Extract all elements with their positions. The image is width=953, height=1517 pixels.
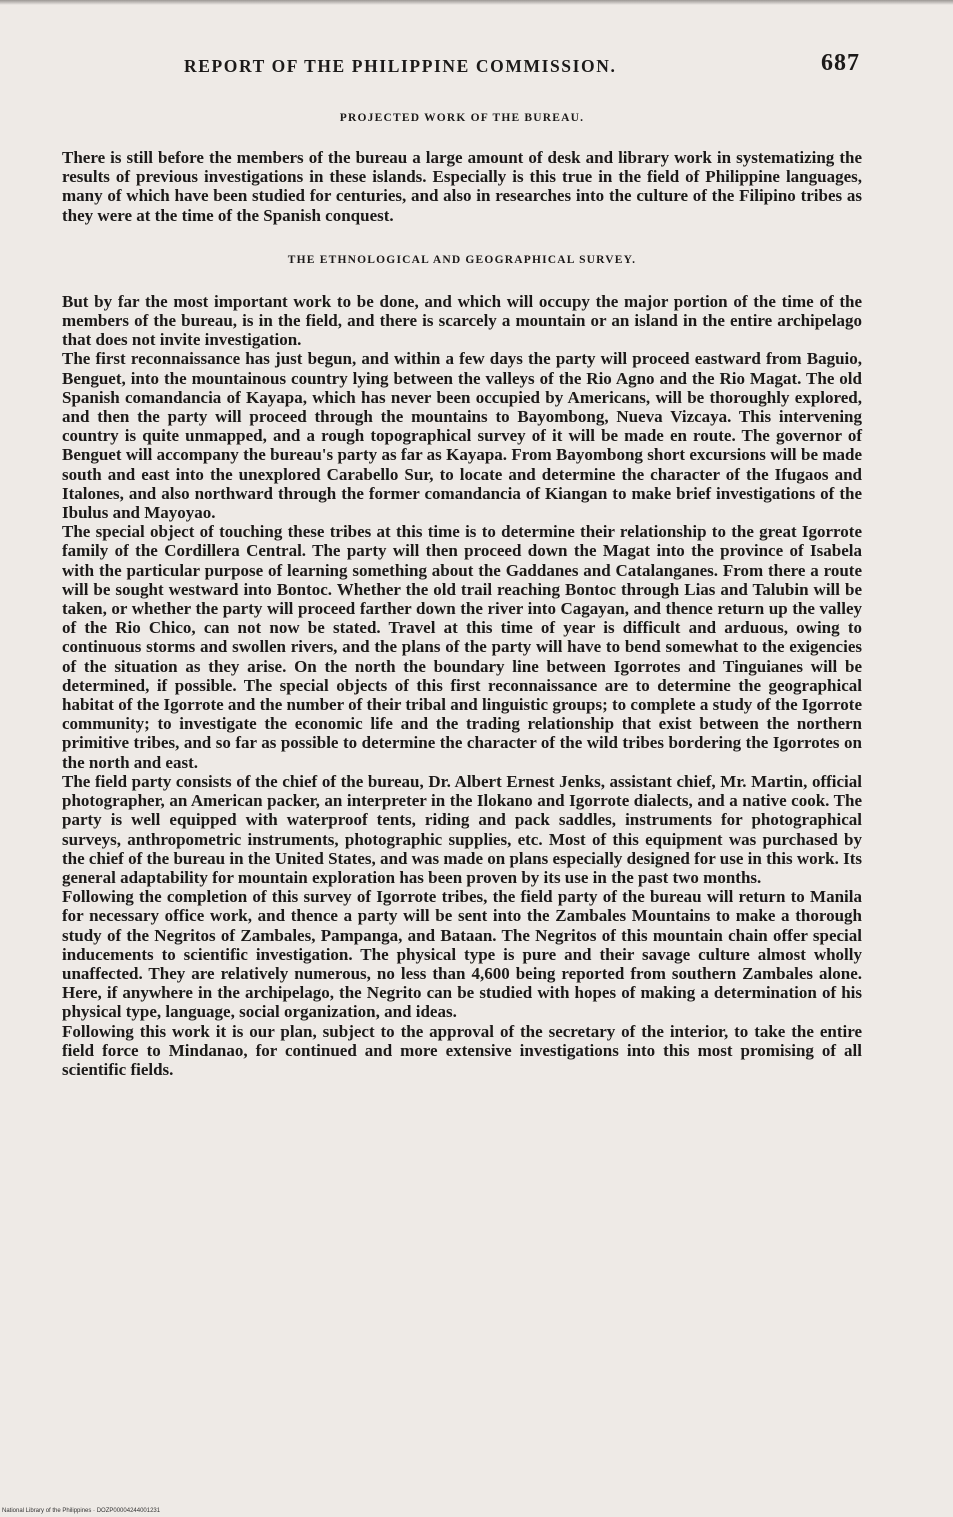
paragraph: Following this work it is our plan, subject to the approval of the secretary of the interior, to take the entire field force to Mindanao, for continued and more extensive investigations into this most promising of all scientific fields.: [62, 1021, 862, 1079]
document-page: [62, 50, 862, 1079]
paragraph: There is still before the members of the bureau a large amount of desk and library work in systematizing the results of previous investigations in these islands. Especially is this true in the field of Philippine languages, many of which have been studied for centuries, and also in researches into the culture of the Filipino tribes as they were at the time of the Spanish conquest.: [62, 148, 862, 225]
paragraph: The first reconnaissance has just begun, and within a few days the party will proceed eastward from Baguio, Benguet, into the mountainous country lying between the valleys of the Rio Agno and the Rio Magat. The old Spanish comandancia of Kayapa, which has never been occupied by Americans, will be thoroughly explored, and then the party will proceed through the mountains to Bayombong, Nueva Vizcaya. This intervening country is quite unmapped, and a rough topographical survey of it will be made en route. The governor of Benguet will accompany the bureau's party as far as Kayapa. From Bayombong short excursions will be made south and east into the unexplored Carabello Sur, to locate and determine the character of the Ifugaos and Italones, and also northward through the former comandancia of Kiangan to make brief investigations of the Ibulus and Mayoyao.: [62, 349, 862, 523]
scan-top-edge: [0, 0, 953, 5]
running-title: REPORT OF THE PHILIPPINE COMMISSION.: [184, 56, 617, 76]
paragraph: The field party consists of the chief of the bureau, Dr. Albert Ernest Jenks, assistant chief, Mr. Martin, official photographer, an American packer, an interpreter in the Ilokano and Igorrote dialects, and a native cook. The party is well equipped with waterproof tents, riding and pack saddles, instruments for photographical surveys, anthropometric instruments, photographic supplies, etc. Most of this equipment was purchased by the chief of the bureau in the United States, and was made on plans especially designed for use in this work. Its general adaptability for mountain exploration has been proven by its use in the past two months.: [62, 771, 862, 887]
paragraph: The special object of touching these tribes at this time is to determine their relationship to the great Igorrote family of the Cordillera Central. The party will then proceed down the Magat into the province of Isabela with the particular purpose of learning something about the Gaddanes and Catalanganes. From there a route will be sought westward into Bontoc. Whether the old trail reaching Bontoc through Lias and Talubin will be taken, or whether the party will proceed farther down the river into Cagayan, and thence return up the valley of the Rio Chico, can not now be stated. Travel at this time of year is difficult and arduous, owing to continuous storms and swollen rivers, and the plans of the party will have to bend somewhat to the exigencies of the situation as they arise. On the north the boundary line between Igorrotes and Tinguianes will be determined, if possible. The special objects of this first reconnaissance are to determine the geographical habitat of the Igorrote and the number of their tribal and linguistic groups; to complete a study of the Igorrote community; to investigate the economic life and the trading relationship that exist between the northern primitive tribes, and so far as possible to determine the character of the wild tribes bordering the Igorrotes on the north and east.: [62, 522, 862, 772]
page-number: 687: [821, 50, 860, 76]
paragraph: Following the completion of this survey of Igorrote tribes, the field party of the bureau will return to Manila for necessary office work, and thence a party will be sent into the Zambales Mountains to make a thorough study of the Negritos of Zambales, Pampanga, and Bataan. The Negritos of this mountain chain offer special inducements to scientific investigation. The physical type is pure and their savage culture almost wholly unaffected. They are relatively numerous, no less than 4,600 being reported from southern Zambales alone. Here, if anywhere in the archipelago, the Negrito can be studied with hopes of making a determination of his physical type, language, social organization, and ideas.: [62, 887, 862, 1022]
section-heading-ethnological-survey: THE ETHNOLOGICAL AND GEOGRAPHICAL SURVEY.: [287, 253, 637, 266]
section-heading-projected-work: PROJECTED WORK OF THE BUREAU.: [339, 112, 585, 124]
section-body-projected-work: [62, 148, 862, 225]
section-body-ethnological-survey: [62, 292, 862, 1079]
scan-footer-credit: National Library of the Philippines · DOZP00004244001231: [2, 1508, 161, 1514]
paragraph: But by far the most important work to be done, and which will occupy the major portion of the time of the members of the bureau, is in the field, and there is scarcely a mountain or an island in the entire archipelago that does not invite investigation.: [62, 291, 862, 350]
page-header: [62, 50, 862, 90]
